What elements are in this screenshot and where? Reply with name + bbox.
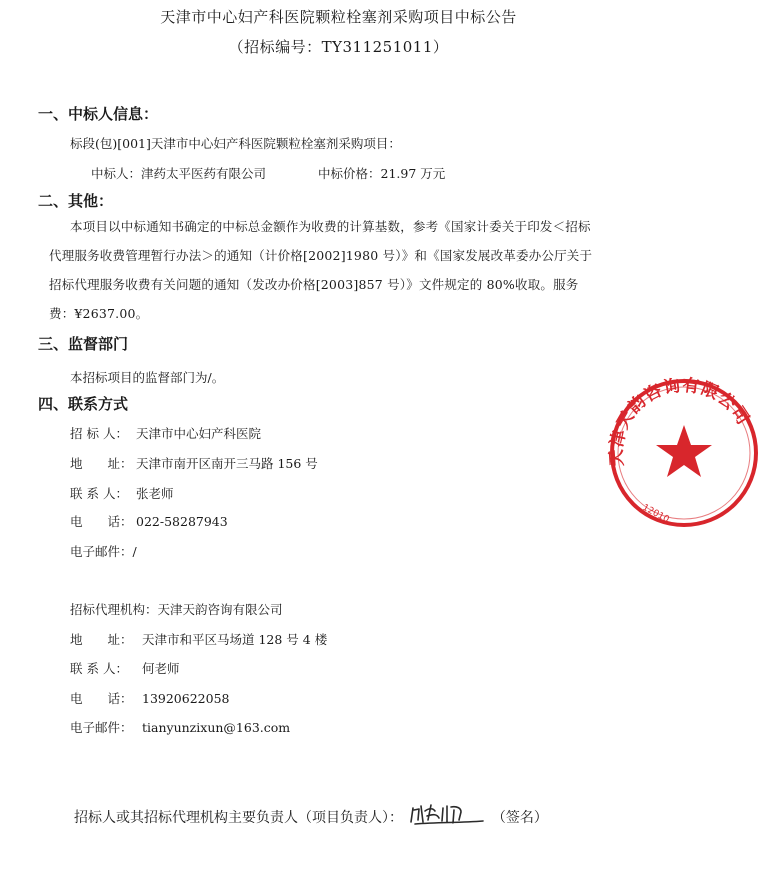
- price-label: 中标价格：: [318, 166, 381, 181]
- contact-label: 招标代理机构：: [70, 602, 158, 617]
- agency-address-row: [70, 630, 327, 648]
- handwritten-signature: [409, 802, 487, 828]
- contact-label: 招 标 人：: [70, 426, 128, 441]
- contact-label: 电 话：: [70, 691, 133, 706]
- tenderer-address-row: [70, 454, 318, 472]
- contact-label: 电子邮件：: [70, 544, 133, 559]
- contact-value: 天津天韵咨询有限公司: [157, 602, 283, 617]
- price-row: [318, 164, 445, 182]
- contact-label: 地 址：: [70, 632, 133, 647]
- section-heading-contact: 四、联系方式: [38, 395, 129, 413]
- tenderer-phone-row: [70, 512, 228, 530]
- contact-value: 022-58287943: [136, 514, 228, 529]
- svg-text:天津天韵咨询有限公司: 天津天韵咨询有限公司: [606, 375, 754, 467]
- bid-number: （招标编号：TY311251011）: [228, 38, 449, 56]
- agency-person-row: [70, 659, 180, 677]
- contact-label: 联 系 人：: [70, 486, 128, 501]
- tenderer-person-row: [70, 484, 174, 502]
- winner-row: [91, 164, 266, 182]
- official-stamp: [604, 373, 764, 537]
- agency-name-row: [70, 600, 283, 618]
- contact-label: 电子邮件：: [70, 720, 133, 735]
- contact-label: 地 址：: [70, 456, 133, 471]
- signature-suffix: （签名）: [491, 810, 548, 826]
- signature-handwritten: [409, 802, 487, 826]
- contact-label: 电 话：: [70, 514, 133, 529]
- page-title: 天津市中心妇产科医院颗粒栓塞剂采购项目中标公告: [160, 8, 517, 26]
- contact-value: 天津市南开区南开三马路 156 号: [136, 456, 318, 471]
- contact-value: 13920622058: [142, 691, 230, 706]
- contact-value: 天津市中心妇产科医院: [136, 426, 262, 441]
- contact-value: tianyunzixun@163.com: [142, 720, 291, 735]
- stamp-seal-icon: [604, 373, 764, 533]
- contact-value: 何老师: [142, 661, 180, 676]
- tenderer-name-row: [70, 424, 261, 442]
- contact-value: 张老师: [136, 486, 174, 501]
- lot-line: 标段(包)[001]天津市中心妇产科医院颗粒栓塞剂采购项目：: [70, 136, 401, 151]
- section-heading-winner: 一、中标人信息：: [38, 105, 159, 123]
- svg-text:12010: 12010: [640, 502, 671, 526]
- contact-label: 联 系 人：: [70, 661, 128, 676]
- agency-phone-row: [70, 689, 229, 707]
- contact-value: 天津市和平区马场道 128 号 4 楼: [142, 632, 328, 647]
- section-heading-other: 二、其他：: [38, 192, 114, 210]
- signature-label: 招标人或其招标代理机构主要负责人（项目负责人）：: [74, 810, 403, 826]
- contact-value: /: [132, 544, 137, 559]
- section-heading-supervision: 三、监督部门: [38, 335, 129, 353]
- tenderer-email-row: [70, 542, 137, 560]
- winner-label: 中标人：: [91, 166, 142, 181]
- agency-email-row: [70, 718, 290, 736]
- supervision-text: 本招标项目的监督部门为/。: [70, 370, 225, 385]
- price-value: 21.97 万元: [380, 166, 446, 181]
- winner-value: 津药太平医药有限公司: [141, 166, 267, 181]
- signature-line: [74, 802, 548, 827]
- fee-paragraph: 本项目以中标通知书确定的中标总金额作为收费的计算基数，参考《国家计委关于印发＜招标代理服务收费管理暂行办法＞的通知（计价格[2002]1980 号）》和《国家发展改革委办公厅关于招标代理服务收费有关问题的通知（发改办价格[2003]857 号）》文件规定的 80%收取。服务费：¥2637.00。: [49, 219, 593, 321]
